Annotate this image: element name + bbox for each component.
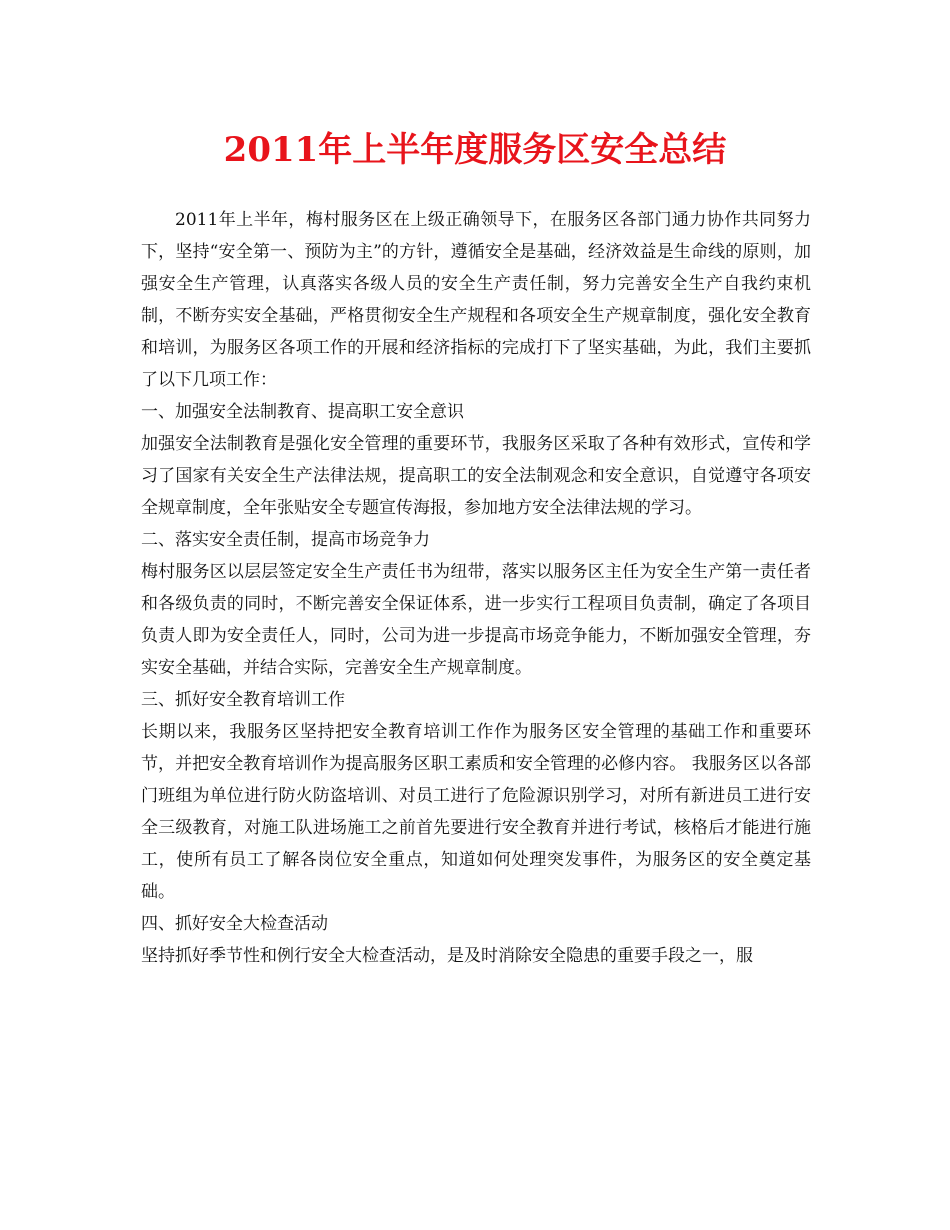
section-paragraph-3: 长期以来，我服务区坚持把安全教育培训工作作为服务区安全管理的基础工作和重要环节，并把安全教育培训作为提高服务区职工素质和安全管理的必修内容。 我服务区以各部门班组为单位进行防火防盗培训、对员工进行了危险源识别学习，对所有新进员工进行安全三级教育，对施工队进场施工之前首先要进行安全教育并进行考试，核格后才能进行施工，使所有员工了解各岗位安全重点，知道如何处理突发事件，为服务区的安全奠定基础。: [141, 722, 811, 902]
section-paragraph-1: 加强安全法制教育是强化安全管理的重要环节，我服务区采取了各种有效形式，宣传和学习了国家有关安全生产法律法规，提高职工的安全法制观念和安全意识，自觉遵守各项安全规章制度，全年张贴安全专题宣传海报，参加地方安全法律法规的学习。: [141, 434, 811, 518]
section-heading-4: 四、抓好安全大检查活动: [141, 914, 328, 934]
document-body: [141, 204, 811, 972]
section-heading-2: 二、落实安全责任制，提高市场竞争力: [141, 530, 430, 550]
document-title: 2011年上半年度服务区安全总结: [223, 130, 727, 170]
section-paragraph-2: 梅村服务区以层层签定安全生产责任书为纽带，落实以服务区主任为安全生产第一责任者和各级负责的同时，不断完善安全保证体系，进一步实行工程项目负责制，确定了各项目负责人即为安全责任人，同时，公司为进一步提高市场竞争能力，不断加强安全管理，夯实安全基础，并结合实际，完善安全生产规章制度。: [141, 562, 811, 678]
intro-paragraph: 2011年上半年，梅村服务区在上级正确领导下，在服务区各部门通力协作共同努力下，坚持“安全第一、预防为主”的方针，遵循安全是基础，经济效益是生命线的原则，加强安全生产管理，认真落实各级人员的安全生产责任制，努力完善安全生产自我约束机制，不断夯实安全基础，严格贯彻安全生产规程和各项安全生产规章制度，强化安全教育和培训，为服务区各项工作的开展和经济指标的完成打下了坚实基础，为此，我们主要抓了以下几项工作：: [141, 210, 811, 390]
section-heading-1: 一、加强安全法制教育、提高职工安全意识: [141, 402, 464, 422]
section-paragraph-4: 坚持抓好季节性和例行安全大检查活动，是及时消除安全隐患的重要手段之一，服: [141, 946, 753, 966]
section-heading-3: 三、抓好安全教育培训工作: [141, 690, 345, 710]
